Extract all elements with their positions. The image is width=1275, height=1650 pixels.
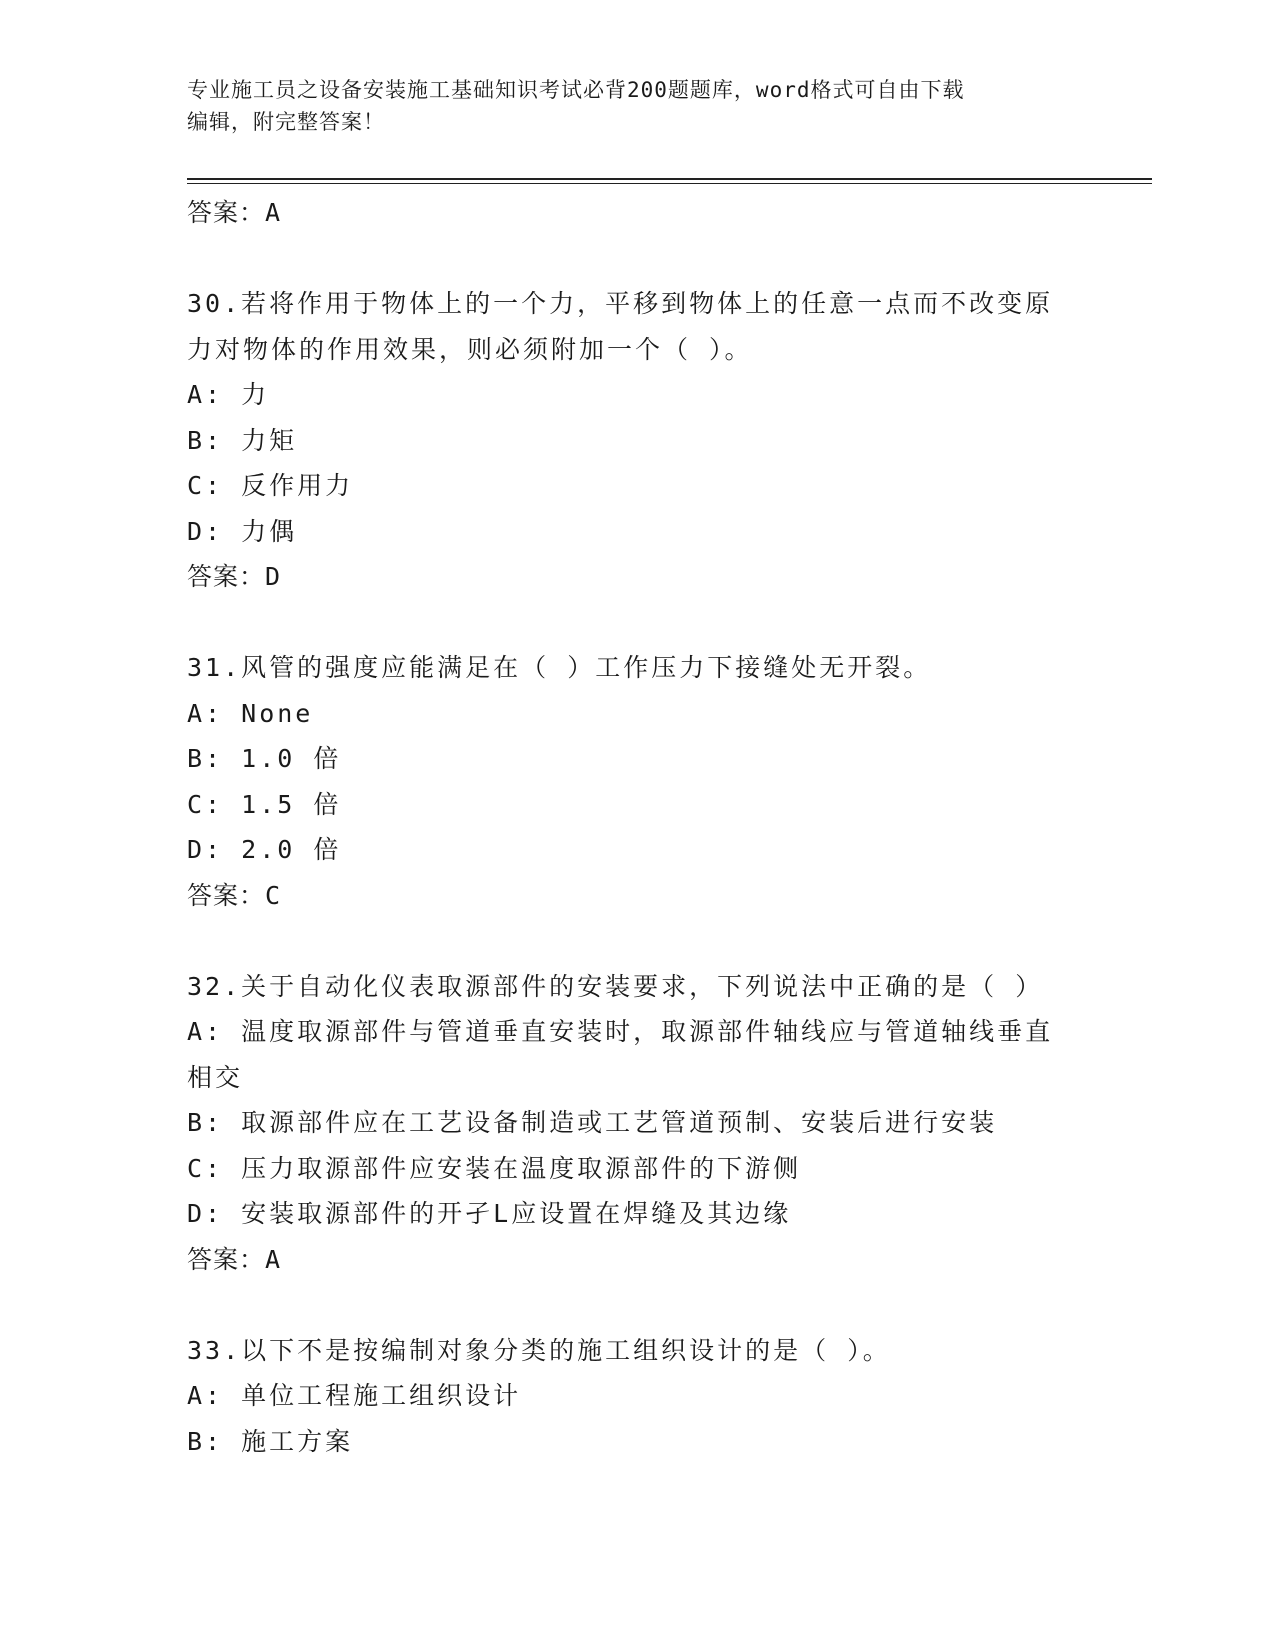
option-c: C: 反作用力 xyxy=(187,471,354,500)
header-divider-thick xyxy=(187,178,1152,180)
question-stem: 30.若将作用于物体上的一个力，平移到物体上的任意一点而不改变原 xyxy=(187,289,1054,318)
question-stem: 32.关于自动化仪表取源部件的安装要求，下列说法中正确的是（ ） xyxy=(187,971,1044,1001)
answer: 答案：A xyxy=(187,1244,282,1274)
option-a: A: None xyxy=(187,698,314,728)
option-d: D: 2.0 倍 xyxy=(187,835,342,864)
question-stem-continued: 力对物体的作用效果，则必须附加一个（ ）。 xyxy=(187,334,753,364)
question-stem: 33.以下不是按编制对象分类的施工组织设计的是（ ）。 xyxy=(187,1335,891,1365)
option-b: B: 施工方案 xyxy=(187,1426,354,1456)
question-stem: 31.风管的强度应能满足在（ ）工作压力下接缝处无开裂。 xyxy=(187,653,932,682)
option-a: A: 温度取源部件与管道垂直安装时，取源部件轴线应与管道轴线垂直 xyxy=(187,1017,1054,1046)
answer: 答案：D xyxy=(187,562,282,591)
document-header xyxy=(187,74,1087,138)
option-b: B: 力矩 xyxy=(187,425,298,455)
question-32 xyxy=(187,964,1087,1283)
spacer xyxy=(187,1282,1087,1328)
option-c: C: 1.5 倍 xyxy=(187,789,342,819)
option-d: D: 力偶 xyxy=(187,516,298,546)
option-b: B: 1.0 倍 xyxy=(187,744,342,773)
option-a: A: 力 xyxy=(187,380,270,409)
header-title-line2: 编辑，附完整答案！ xyxy=(187,110,385,134)
option-c: C: 压力取源部件应安装在温度取源部件的下游侧 xyxy=(187,1153,802,1183)
header-divider-thin xyxy=(187,183,1152,184)
spacer xyxy=(187,918,1087,964)
answer: 答案：C xyxy=(187,880,282,910)
option-a: A: 单位工程施工组织设计 xyxy=(187,1381,522,1410)
question-33 xyxy=(187,1328,1087,1465)
header-title-line1: 专业施工员之设备安装施工基础知识考试必背200题题库，word格式可自由下载 xyxy=(187,78,965,102)
question-30 xyxy=(187,281,1087,600)
spacer xyxy=(187,236,1087,282)
option-d: D: 安装取源部件的开孑L应设置在焊缝及其边缘 xyxy=(187,1199,792,1228)
previous-answer: 答案：A xyxy=(187,198,282,227)
option-a-continued: 相交 xyxy=(187,1062,244,1092)
spacer xyxy=(187,600,1087,646)
question-31 xyxy=(187,645,1087,918)
option-b: B: 取源部件应在工艺设备制造或工艺管道预制、安装后进行安装 xyxy=(187,1108,998,1137)
question-content xyxy=(187,190,1087,1464)
